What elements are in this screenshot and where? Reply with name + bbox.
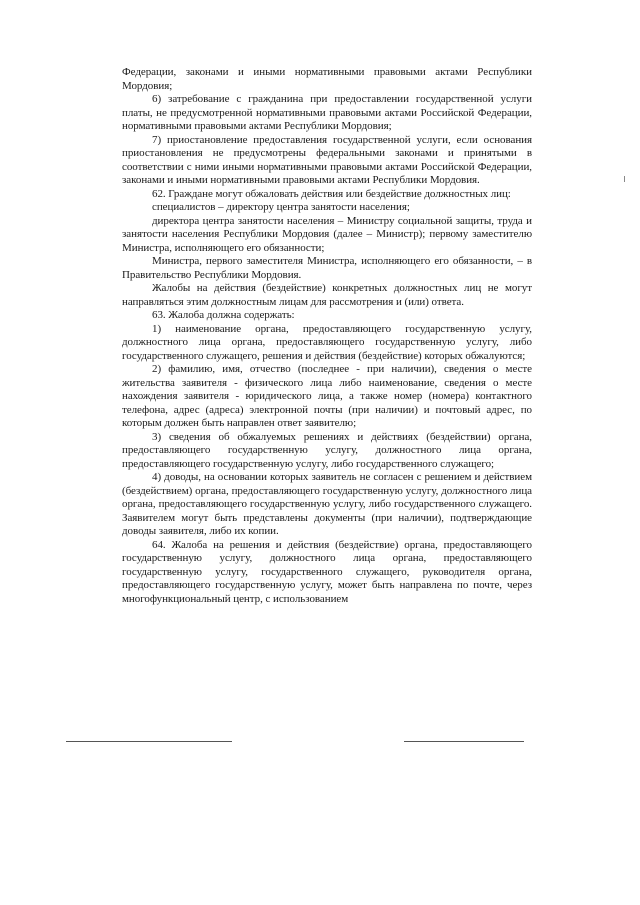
paragraph-63-item-1: 1) наименование органа, предоставляющего государственную услугу, должностного лица органа, предоставляющего государственную услугу, либо государственного служащего, решения и действия (бездействие) которых обжалуются; bbox=[122, 322, 532, 362]
paragraph-continuation: Федерации, законами и иными нормативными правовыми актами Республики Мордовия; bbox=[122, 66, 532, 92]
paragraph-item-6: 6) затребование с гражданина при предоставлении государственной услуги платы, не предусмотренной нормативными правовыми актами Российской Федерации, нормативными правовыми актами Республики Мордовия; bbox=[122, 93, 532, 132]
scan-edge-mark bbox=[624, 176, 625, 182]
paragraph-63-item-4: 4) доводы, на основании которых заявитель не согласен с решением и действием (бездействием) органа, предоставляющего государственную услугу, должностного лица органа, предоставляющего государственную услугу, либо государственного служащего. Заявителем могут быть представлены документы (при наличии), подтверждающие доводы заявителя, либо их копии. bbox=[122, 471, 532, 537]
paragraph-64: 64. Жалоба на решения и действия (бездействие) органа, предоставляющего государственную услугу, должностного лица органа, предоставляющего государственную услугу, государственного служащего, руководителя органа, предоставляющего государственную услугу, может быть направлена по почте, через многофункциональный центр, с использованием bbox=[122, 538, 532, 605]
paragraph-62: 62. Граждане могут обжаловать действия или бездействие должностных лиц: bbox=[152, 187, 511, 200]
paragraph-minister: Министра, первого заместителя Министра, исполняющего его обязанности, – в Правительство Республики Мордовия. bbox=[122, 255, 532, 281]
paragraph-director: директора центра занятости населения – Министру социальной защиты, труда и занятости населения Республики Мордовия (далее – Министр); первому заместителю Министра, исполняющего его обязанности; bbox=[122, 214, 532, 254]
paragraph-item-7: 7) приостановление предоставления государственной услуги, если основания приостановления не предусмотрены федеральными законами и принятыми в соответствии с ними иными нормативными правовыми актами Российской Федерации, законами и иными нормативными правовыми актами Республики Мордовия. bbox=[122, 133, 532, 186]
paragraph-complaints: Жалобы на действия (бездействие) конкретных должностных лиц не могут направляться этим должностным лицам для рассмотрения и (или) ответа. bbox=[122, 282, 532, 308]
document-page bbox=[122, 66, 532, 606]
signature-line-left bbox=[66, 741, 232, 742]
paragraph-63: 63. Жалоба должна содержать: bbox=[152, 309, 295, 321]
paragraph-63-item-3: 3) сведения об обжалуемых решениях и действиях (бездействии) органа, предоставляющего государственную услугу, должностного лица органа, предоставляющего государственную услугу, либо государственного служащего; bbox=[122, 430, 532, 470]
paragraph-63-item-2: 2) фамилию, имя, отчество (последнее - при наличии), сведения о месте жительства заявителя - физического лица либо наименование, сведения о месте нахождения заявителя - юридического лица, а также номер (номера) контактного телефона, адрес (адреса) электронной почты (при наличии) и почтовый адрес, по которым должен быть направлен ответ заявителю; bbox=[122, 363, 532, 429]
paragraph-specialists: специалистов – директору центра занятости населения; bbox=[152, 201, 410, 213]
signature-line-right bbox=[404, 741, 524, 742]
